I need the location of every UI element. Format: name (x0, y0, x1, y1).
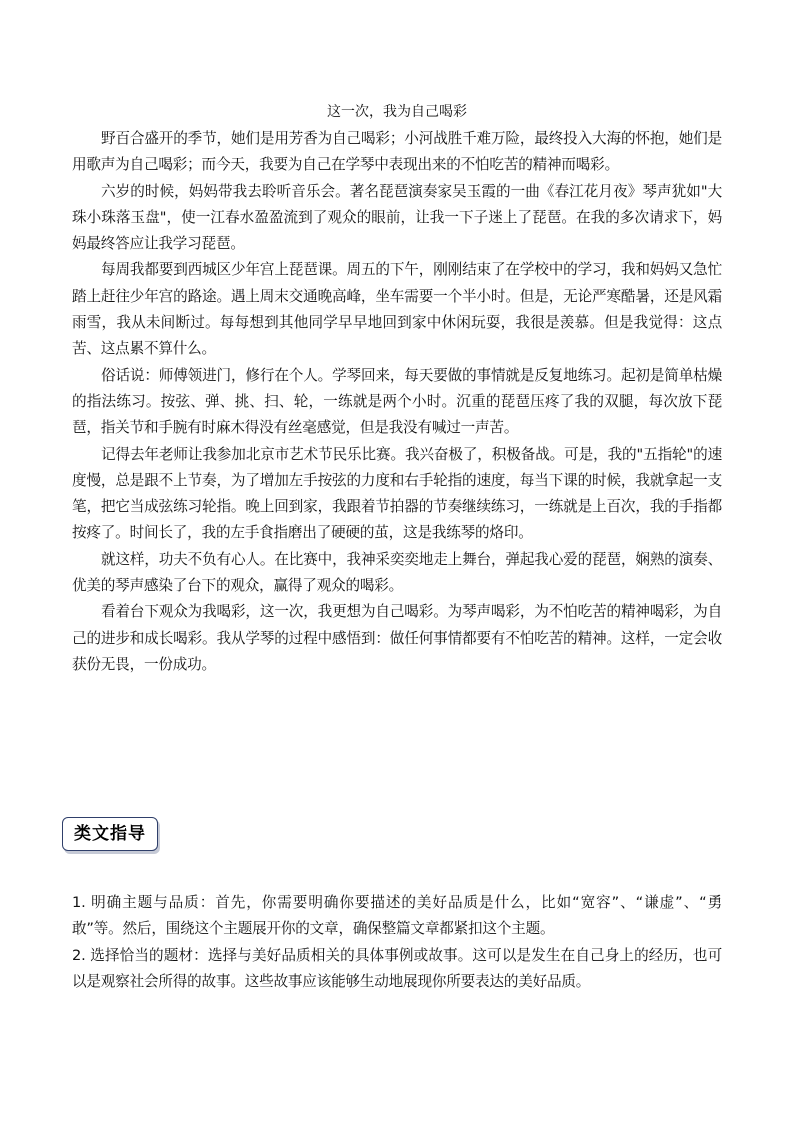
guide-item: 2. 选择恰当的题材：选择与美好品质相关的具体事例或故事。这可以是发生在自己身上的经历，也可以是观察社会所得的故事。这些故事应该能够生动地展现你所要表达的美好品质。 (72, 946, 722, 990)
essay-paragraph: 野百合盛开的季节，她们是用芳香为自己喝彩；小河战胜千难万险，最终投入大海的怀抱，她们是用歌声为自己喝彩；而今天，我要为自己在学琴中表现出来的不怕吃苦的精神而喝彩。 (72, 130, 722, 174)
essay-paragraph: 俗话说：师傅领进门，修行在个人。学琴回来，每天要做的事情就是反复地练习。起初是简单枯燥的指法练习。按弦、弹、挑、扫、轮，一练就是两个小时。沉重的琵琶压疼了我的双腿，每次放下琵琶，指关节和手腕有时麻木得没有丝毫感觉，但是我没有喊过一声苦。 (72, 366, 722, 437)
essay-paragraph: 就这样，功夫不负有心人。在比赛中，我神采奕奕地走上舞台，弹起我心爱的琵琶，娴熟的演奏、优美的琴声感染了台下的观众，赢得了观众的喝彩。 (72, 550, 722, 595)
guide-item: 1. 明确主题与品质：首先，你需要明确你要描述的美好品质是什么，比如“宽容”、“谦虚”、“勇敢”等。然后，围绕这个主题展开你的文章，确保整篇文章都紧扣这个主题。 (72, 894, 722, 938)
essay-paragraph: 看着台下观众为我喝彩，这一次，我更想为自己喝彩。为琴声喝彩，为不怕吃苦的精神喝彩，为自己的进步和成长喝彩。我从学琴的过程中感悟到：做任何事情都要有不怕吃苦的精神。这样，一定会收获份无畏，一份成功。 (72, 603, 722, 673)
essay-paragraph: 记得去年老师让我参加北京市艺术节民乐比赛。我兴奋极了，积极备战。可是，我的"五指轮"的速度慢，总是跟不上节奏，为了增加左手按弦的力度和右手轮指的速度，每当下课的时候，我就拿起一支笔，把它当成弦练习轮指。晚上回到家，我跟着节拍器的节奏继续练习，一练就是上百次，我的手指都按疼了。时间长了，我的左手食指磨出了硬硬的茧，这是我练琴的烙印。 (72, 445, 722, 542)
guide-list (72, 890, 722, 995)
essay-paragraph: 每周我都要到西城区少年宫上琵琶课。周五的下午，刚刚结束了在学校中的学习，我和妈妈又急忙踏上赶往少年宫的路途。遇上周末交通晚高峰，坐车需要一个半小时。但是，无论严寒酷暑，还是风霜雨雪，我从未间断过。每每想到其他同学早早地回到家中休闲玩耍，我很是羡慕。但是我觉得：这点苦、这点累不算什么。 (72, 261, 722, 358)
essay (72, 100, 722, 678)
essay-title: 这一次，我为自己喝彩 (327, 104, 467, 120)
section-heading-tag: 类文指导 (62, 817, 158, 851)
essay-paragraph: 六岁的时候，妈妈带我去聆听音乐会。著名琵琶演奏家吴玉霞的一曲《春江花月夜》琴声犹如"大珠小珠落玉盘"，使一江春水盈盈流到了观众的眼前，让我一下子迷上了琵琶。在我的多次请求下，妈妈最终答应让我学习琵琶。 (72, 182, 722, 253)
